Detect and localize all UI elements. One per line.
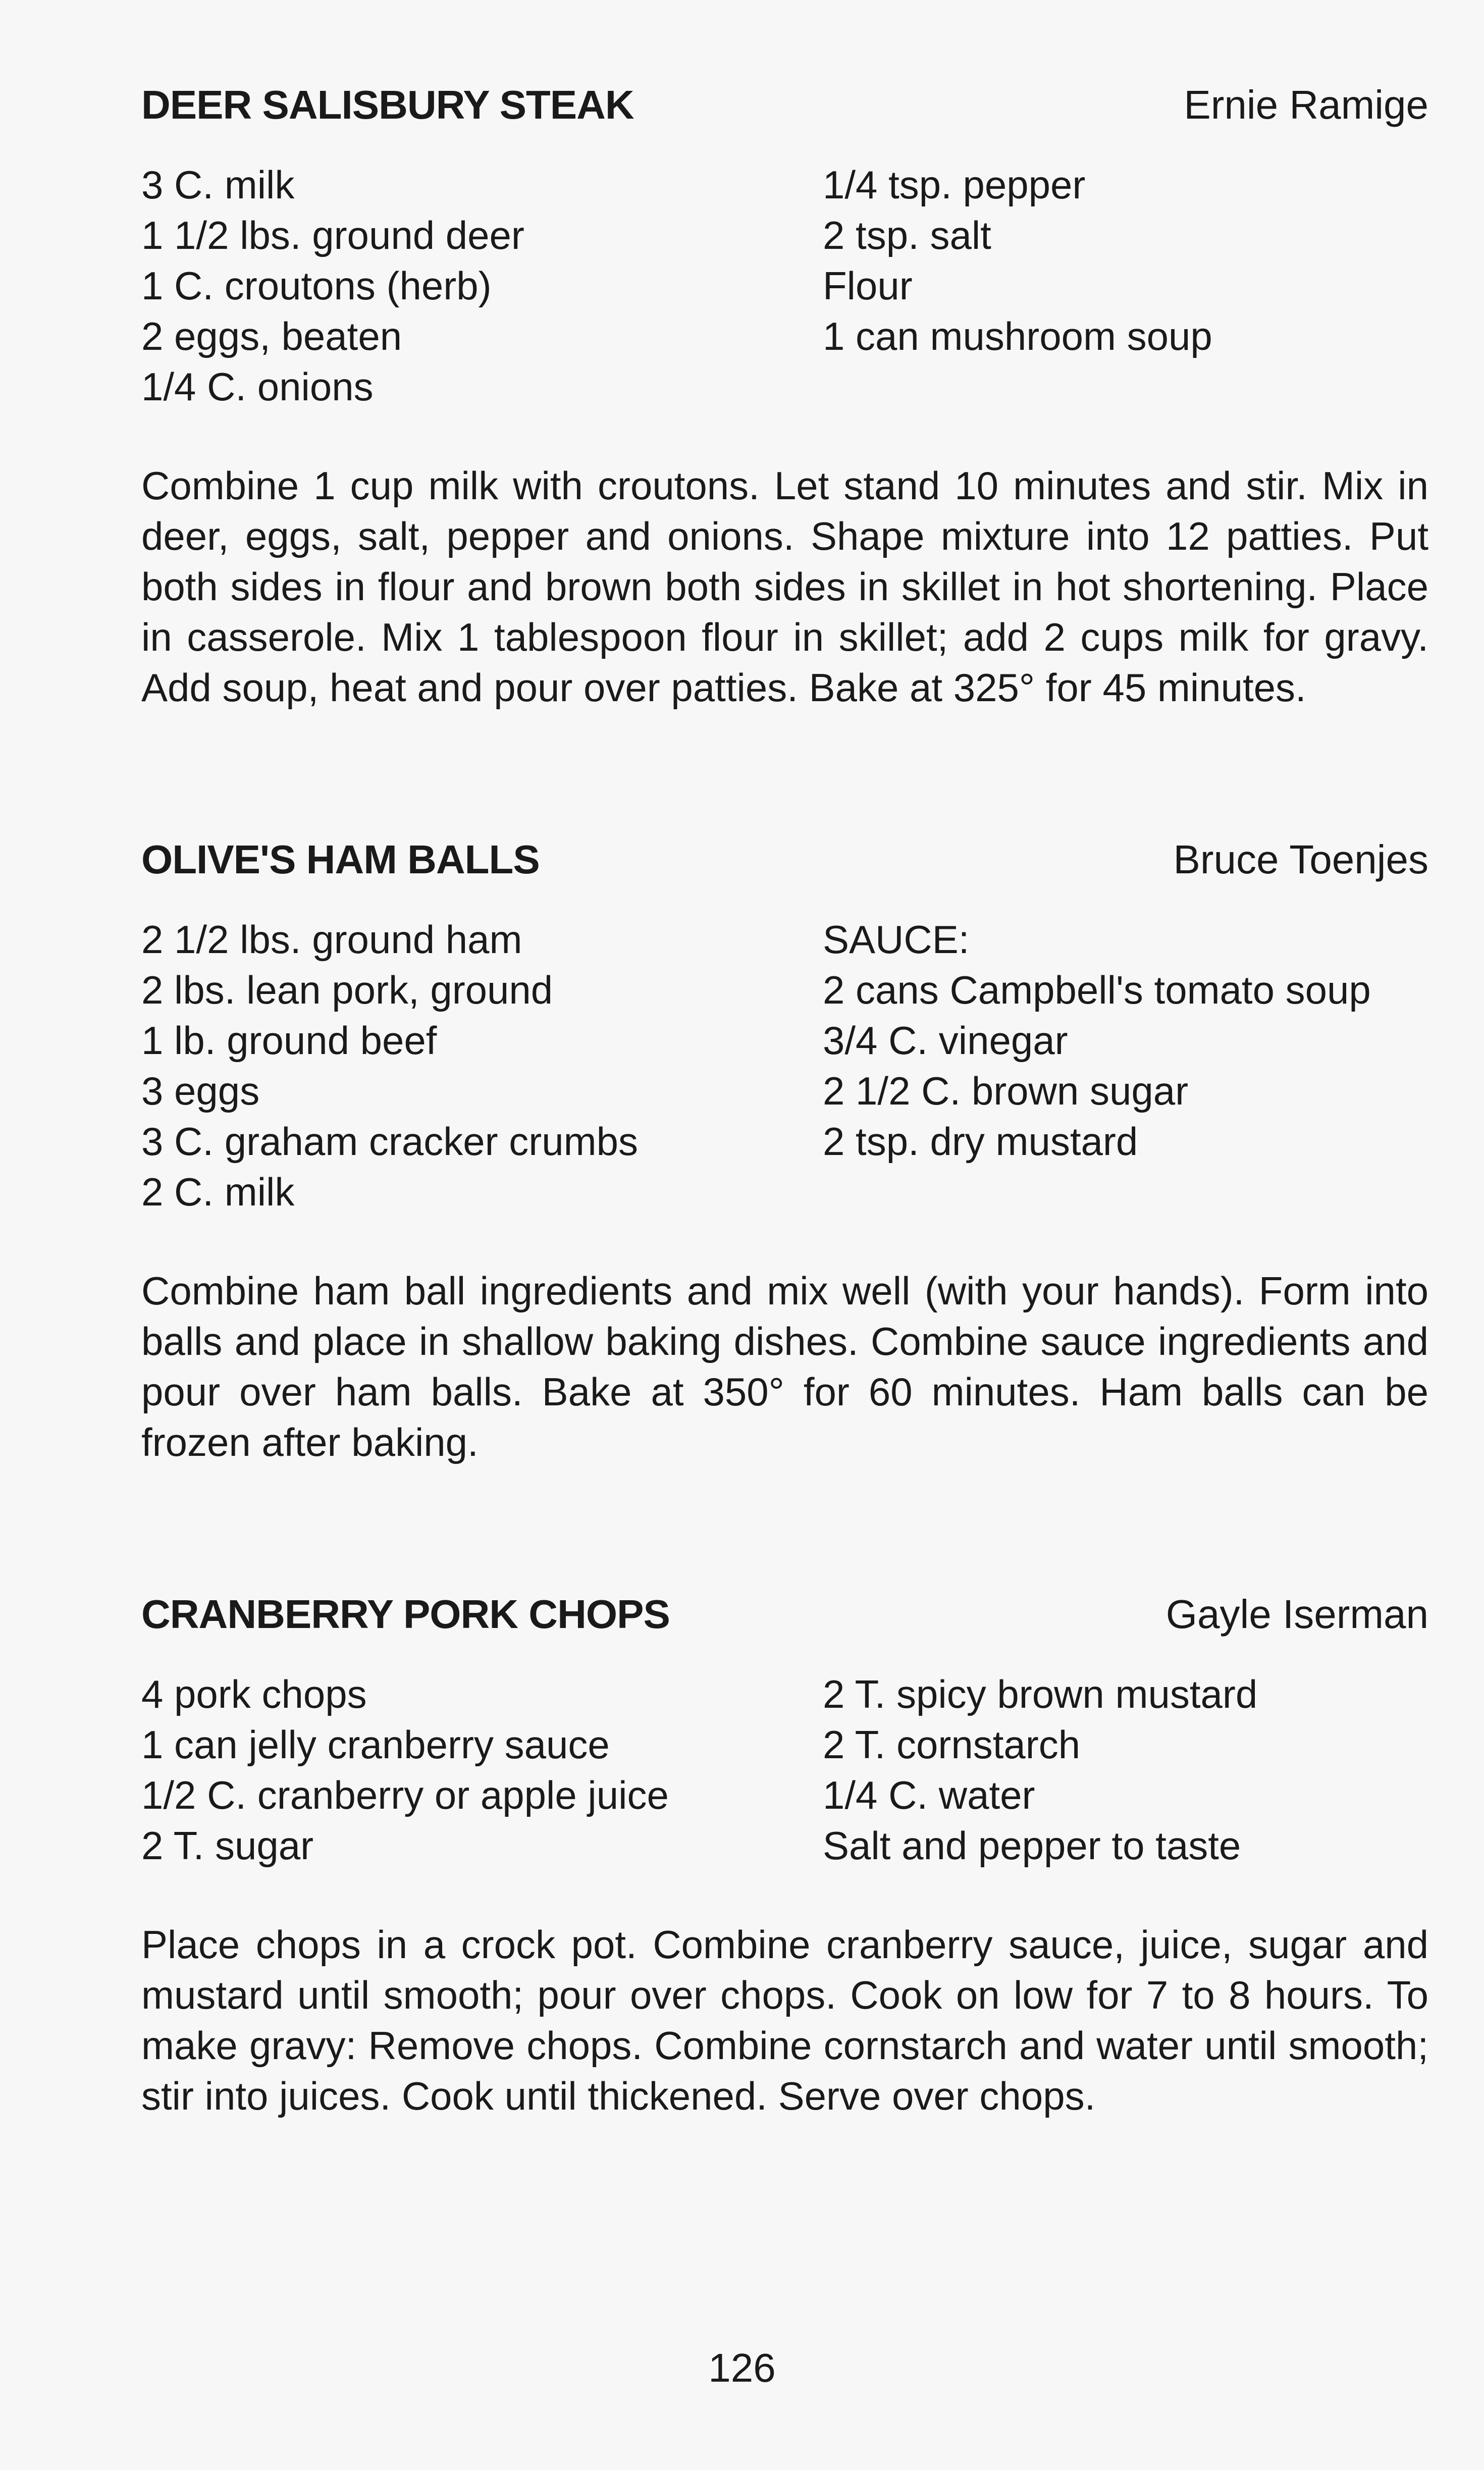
recipe-directions: Place chops in a crock pot. Combine cranberry sauce, juice, sugar and mustard until smooth; pour over chops. Cook on low for 7 to 8 hours. To make gravy: Remove chops. Combine cornstarch and water until smooth; stir into juices. Cook until thickened. Serve over chops.	[141, 1922, 1428, 2118]
ingredient-column-left	[141, 1669, 823, 1871]
ingredient: 4 pork chops	[141, 1672, 367, 1716]
ingredient-column-left	[141, 914, 823, 1217]
ingredient: 2 1/2 lbs. ground ham	[141, 917, 522, 962]
recipe-author: Gayle Iserman	[1165, 1592, 1428, 1637]
ingredient-list	[141, 160, 1428, 412]
ingredient: 2 tsp. salt	[823, 213, 991, 257]
ingredient: 2 T. sugar	[141, 1823, 314, 1868]
ingredient: 1 lb. ground beef	[141, 1018, 437, 1063]
ingredient: 2 C. milk	[141, 1170, 295, 1214]
sauce-label: SAUCE:	[823, 917, 970, 962]
ingredient: 2 1/2 C. brown sugar	[823, 1069, 1189, 1113]
ingredient-list	[141, 914, 1428, 1217]
ingredient: 1/4 C. water	[823, 1773, 1035, 1817]
ingredient: 1 C. croutons (herb)	[141, 264, 492, 308]
recipe-title: OLIVE'S HAM BALLS	[141, 837, 540, 882]
recipe-header	[141, 1590, 1428, 1639]
recipe-cranberry-pork-chops	[141, 1590, 1428, 2161]
ingredient: 3 C. milk	[141, 163, 295, 207]
ingredient: 2 tsp. dry mustard	[823, 1119, 1138, 1164]
recipe-directions: Combine 1 cup milk with croutons. Let stand 10 minutes and stir. Mix in deer, eggs, salt, pepper and onions. Shape mixture into 12 patties. Put both sides in flour and brown both sides in skillet in hot shortening. Place in casserole. Mix 1 tablespoon flour in skillet; add 2 cups milk for gravy. Add soup, heat and pour over patties. Bake at 325° for 45 minutes.	[141, 463, 1428, 710]
page-number: 126	[708, 2345, 776, 2390]
ingredient-column-right	[823, 914, 1428, 1217]
ingredient: 1 can mushroom soup	[823, 314, 1212, 358]
ingredient-column-left	[141, 160, 823, 412]
ingredient-column-right	[823, 160, 1428, 412]
recipe-directions: Combine ham ball ingredients and mix well (with your hands). Form into balls and place in shallow baking dishes. Combine sauce ingredients and pour over ham balls. Bake at 350° for 60 minutes. Ham balls can be frozen after baking.	[141, 1269, 1428, 1464]
recipe-olives-ham-balls	[141, 835, 1428, 1507]
recipe-author: Ernie Ramige	[1184, 82, 1428, 127]
ingredient: 2 cans Campbell's tomato soup	[823, 968, 1371, 1012]
ingredient: 1/4 C. onions	[141, 364, 374, 409]
ingredient-column-right	[823, 1669, 1428, 1871]
ingredient: Flour	[823, 264, 913, 308]
recipe-header	[141, 81, 1428, 129]
ingredient: 2 eggs, beaten	[141, 314, 402, 358]
recipe-title: DEER SALISBURY STEAK	[141, 82, 634, 127]
recipe-title: CRANBERRY PORK CHOPS	[141, 1592, 670, 1637]
recipe-deer-salisbury-steak	[141, 81, 1428, 752]
ingredient: 1/2 C. cranberry or apple juice	[141, 1773, 669, 1817]
ingredient: 2 T. cornstarch	[823, 1722, 1081, 1767]
ingredient: 2 lbs. lean pork, ground	[141, 968, 553, 1012]
ingredient: 2 T. spicy brown mustard	[823, 1672, 1258, 1716]
ingredient-list	[141, 1669, 1428, 1871]
ingredient: 1 1/2 lbs. ground deer	[141, 213, 524, 257]
ingredient: 3/4 C. vinegar	[823, 1018, 1068, 1063]
recipe-author: Bruce Toenjes	[1173, 837, 1428, 882]
ingredient: 3 C. graham cracker crumbs	[141, 1119, 638, 1164]
ingredient: 1/4 tsp. pepper	[823, 163, 1086, 207]
recipe-header	[141, 835, 1428, 884]
ingredient: 1 can jelly cranberry sauce	[141, 1722, 610, 1767]
ingredient: 3 eggs	[141, 1069, 260, 1113]
ingredient: Salt and pepper to taste	[823, 1823, 1241, 1868]
